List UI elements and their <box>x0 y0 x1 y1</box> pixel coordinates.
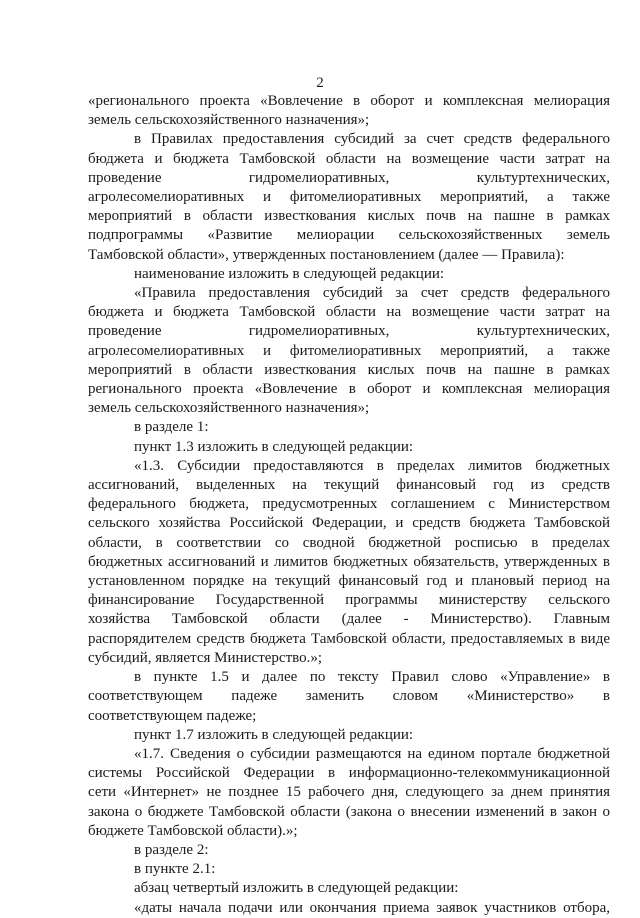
text-line: финансирование Государственной программы министерству сельского <box>88 592 610 609</box>
text-line: в Правилах предоставления субсидий за счет средств федерального <box>134 131 610 148</box>
text-line: мероприятий в области известкования кислых почв на пашне в рамках <box>88 208 610 225</box>
text-line: абзац четвертый изложить в следующей редакции: <box>134 880 459 897</box>
text-line: установленном порядке на текущий финансовый год и плановый период на <box>88 573 610 590</box>
page-number: 2 <box>316 75 324 91</box>
text-line: бюджета и бюджета Тамбовской области на возмещение части затрат на <box>88 304 610 321</box>
text-line: Тамбовской области», утвержденных постановлением (далее — Правила): <box>88 246 565 263</box>
text-line: бюджете Тамбовской области).»; <box>88 822 298 839</box>
text-line: сельского хозяйства Российской Федерации, и средств бюджета Тамбовской <box>88 515 610 532</box>
document-body <box>88 92 610 918</box>
text-line: регионального проекта «Вовлечение в оборот и комплексная мелиорация <box>88 381 610 398</box>
text-line: федерального бюджета, предусмотренных соглашением с Министерством <box>88 496 610 513</box>
text-line: «даты начала подачи или окончания приема заявок участников отбора, <box>134 899 610 916</box>
text-line: «регионального проекта «Вовлечение в оборот и комплексная мелиорация <box>88 93 610 109</box>
text-line: «1.3. Субсидии предоставляются в пределах лимитов бюджетных <box>134 457 610 474</box>
text-line: в разделе 2: <box>134 841 209 858</box>
text-line: пункт 1.3 изложить в следующей редакции: <box>134 438 414 455</box>
text-line: бюджетных ассигнований и лимитов бюджетных обязательств, утвержденных в <box>88 553 610 570</box>
text-line: области, в соответствии со сводной бюджетной росписью в пределах <box>88 534 610 551</box>
text-line: мероприятий в области известкования кислых почв на пашне в рамках <box>88 361 610 378</box>
text-line: хозяйства Тамбовской области (далее - Министерство). Главным <box>88 611 610 628</box>
text-line: закона о бюджете Тамбовской области (закона о внесении изменений в закон о <box>88 803 610 820</box>
text-line: проведение гидромелиоративных, культуртехнических, <box>88 169 610 186</box>
text-line: соответствующем падеже; <box>88 707 257 724</box>
text-line: ассигнований, выделенных на текущий финансовый год из средств <box>88 477 610 494</box>
text-line: субсидий, является Министерство.»; <box>88 649 323 666</box>
text-line: бюджета и бюджета Тамбовской области на возмещение части затрат на <box>88 150 610 167</box>
text-line: земель сельскохозяйственного назначения»; <box>88 400 370 417</box>
text-line: пункт 1.7 изложить в следующей редакции: <box>134 726 414 743</box>
text-line: наименование изложить в следующей редакции: <box>134 265 445 282</box>
text-line: «Правила предоставления субсидий за счет средств федерального <box>134 285 610 302</box>
text-line: земель сельскохозяйственного назначения»; <box>88 112 370 129</box>
text-line: подпрограммы «Развитие мелиорации сельскохозяйственных земель <box>88 227 610 244</box>
text-line: распорядителем средств бюджета Тамбовской области, предоставляемых в виде <box>88 630 610 647</box>
text-line: агролесомелиоративных и фитомелиоративных мероприятий, а также <box>88 342 610 359</box>
text-line: системы Российской Федерации в информационно-телекоммуникационной <box>88 765 610 782</box>
text-line: сети «Интернет» не позднее 15 рабочего дня, следующего за днем принятия <box>88 784 610 801</box>
text-line: соответствующем падеже заменить словом «Министерство» в <box>88 688 610 705</box>
text-line: агролесомелиоративных и фитомелиоративных мероприятий, а также <box>88 189 610 206</box>
text-line: в пункте 1.5 и далее по тексту Правил слово «Управление» в <box>134 669 610 686</box>
text-line: в разделе 1: <box>134 419 209 436</box>
text-line: «1.7. Сведения о субсидии размещаются на едином портале бюджетной <box>134 745 610 762</box>
text-line: проведение гидромелиоративных, культуртехнических, <box>88 323 610 340</box>
text-line: в пункте 2.1: <box>134 861 216 878</box>
